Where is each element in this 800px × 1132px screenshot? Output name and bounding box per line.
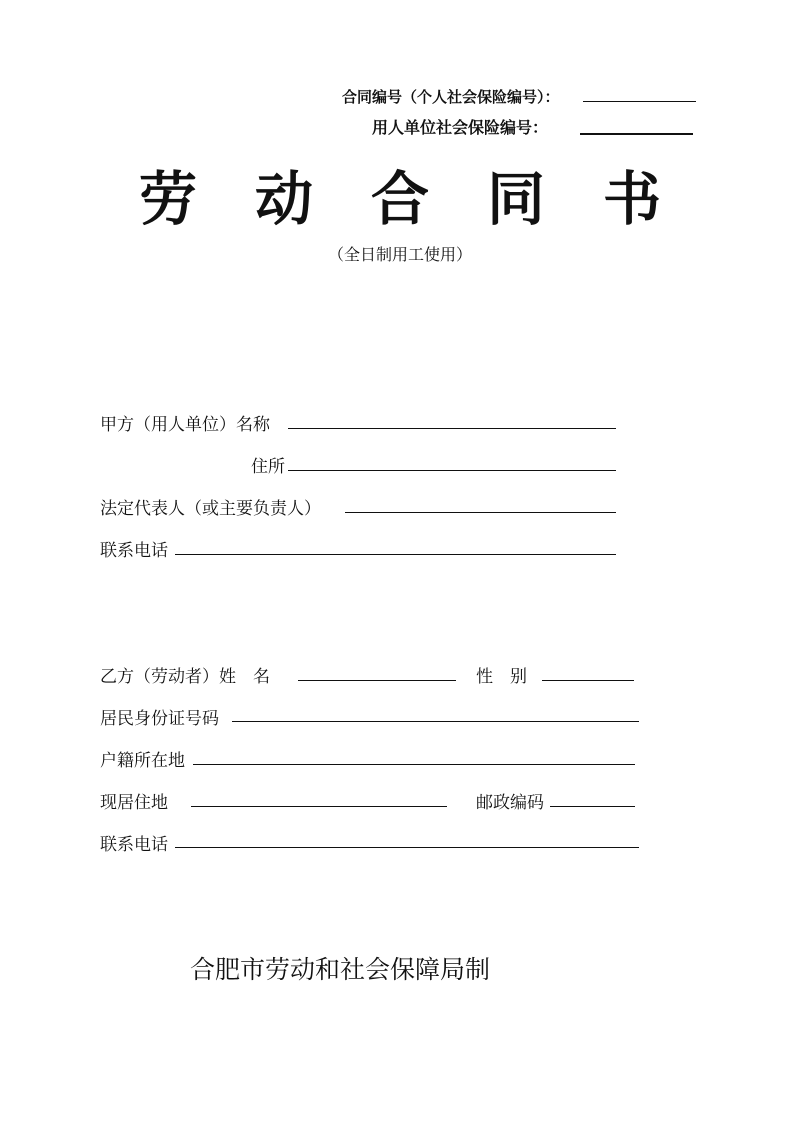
contract-number-label: 合同编号（个人社会保险编号）：	[342, 88, 560, 106]
party-b-id-field[interactable]	[232, 721, 639, 722]
issuer-footer: 合肥市劳动和社会保障局制	[190, 955, 491, 984]
page-title: 劳动合同书	[138, 165, 719, 233]
page-subtitle: （全日制用工使用）	[327, 245, 472, 264]
party-b-gender-label: 性 别	[476, 667, 527, 687]
party-b-residence-label: 现居住地	[100, 793, 168, 813]
party-b-postal-label: 邮政编码	[476, 793, 544, 813]
party-b-name-label: 乙方（劳动者）姓 名	[100, 667, 270, 687]
party-a-name-label: 甲方（用人单位）名称	[100, 415, 270, 435]
party-a-legal-rep-label: 法定代表人（或主要负责人）	[100, 499, 321, 519]
contract-number-field[interactable]	[583, 101, 696, 102]
party-b-phone-label: 联系电话	[100, 835, 168, 855]
party-b-residence-field[interactable]	[191, 806, 447, 807]
party-b-postal-field[interactable]	[550, 806, 635, 807]
party-a-address-field[interactable]	[288, 470, 616, 471]
party-b-household-label: 户籍所在地	[100, 751, 185, 771]
party-b-id-label: 居民身份证号码	[100, 709, 219, 729]
party-b-gender-field[interactable]	[542, 680, 634, 681]
party-b-phone-field[interactable]	[175, 847, 639, 848]
party-a-legal-rep-field[interactable]	[345, 512, 616, 513]
party-a-address-label: 住所	[251, 457, 285, 477]
employer-si-number-field[interactable]	[580, 133, 693, 135]
party-b-household-field[interactable]	[193, 764, 635, 765]
party-a-phone-field[interactable]	[175, 554, 616, 555]
party-a-phone-label: 联系电话	[100, 541, 168, 561]
party-b-name-field[interactable]	[298, 680, 456, 681]
employer-si-number-label: 用人单位社会保险编号：	[372, 118, 549, 137]
party-a-name-field[interactable]	[288, 428, 616, 429]
